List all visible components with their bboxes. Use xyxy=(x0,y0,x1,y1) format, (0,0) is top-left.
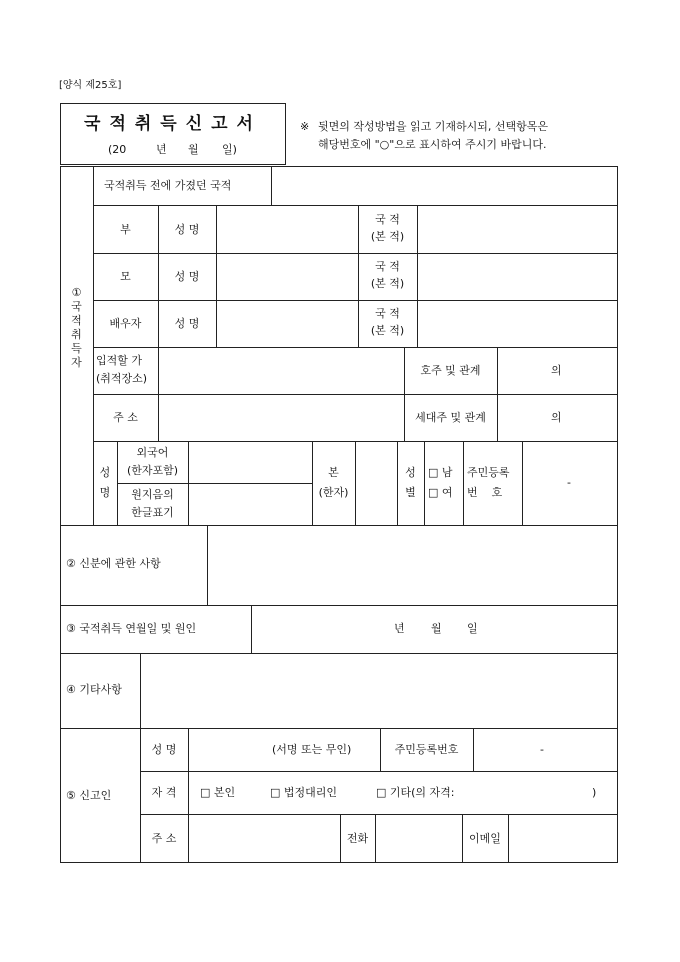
father-name-label: 성 명 xyxy=(174,223,200,236)
acquisition-year: 년 xyxy=(394,622,405,635)
section-1-label: ① 국 적 취 득 자 xyxy=(71,286,82,369)
domicile-label-1: 입적할 가 xyxy=(96,354,143,367)
mother-domicile-label: (본 적) xyxy=(370,277,405,290)
date-open: (20 xyxy=(108,143,127,156)
spouse-label: 배우자 xyxy=(109,317,142,330)
status-info-field[interactable] xyxy=(208,526,617,605)
father-domicile-label: (본 적) xyxy=(370,230,405,243)
domicile-field[interactable] xyxy=(159,348,404,394)
qualification-close-paren: ) xyxy=(592,786,597,799)
mother-label: 모 xyxy=(120,270,131,283)
foreign-name-field[interactable] xyxy=(189,442,312,483)
acquisition-month: 월 xyxy=(431,622,442,635)
section-4-label: ④ 기타사항 xyxy=(66,683,122,696)
title-box xyxy=(60,103,286,165)
spouse-name-label: 성 명 xyxy=(174,317,200,330)
email-label: 이메일 xyxy=(469,832,501,845)
household-relation-of: 의 xyxy=(551,411,562,424)
sex-male-checkbox[interactable]: □ 남 xyxy=(428,466,453,479)
section-5-label: ⑤ 신고인 xyxy=(66,789,112,802)
date-day: 일) xyxy=(222,143,237,156)
reporter-rrn-field[interactable] xyxy=(474,729,617,771)
sex-female-checkbox[interactable]: □ 여 xyxy=(428,486,453,499)
date-month: 월 xyxy=(188,143,199,156)
qualification-other-checkbox[interactable]: □ 기타(의 자격: xyxy=(376,786,455,799)
email-field[interactable] xyxy=(509,815,617,862)
mother-name-field[interactable] xyxy=(217,254,358,300)
section-3-label: ③ 국적취득 연월일 및 원인 xyxy=(66,622,197,635)
household-relation-label: 세대주 및 관계 xyxy=(415,411,486,424)
notice-line-2: 해당번호에 "○"으로 표시하여 주시기 바랍니다. xyxy=(318,138,547,151)
name-label-1: 성 xyxy=(99,466,111,479)
phone-label: 전화 xyxy=(346,832,369,845)
sex-label-2: 별 xyxy=(405,486,416,499)
original-name-label-1: 원지음의 xyxy=(131,488,174,501)
qualification-label: 자 격 xyxy=(151,786,177,799)
father-label: 부 xyxy=(120,223,131,236)
clan-label-1: 본 xyxy=(328,466,339,479)
notice-mark: ※ xyxy=(300,120,310,133)
sex-label-1: 성 xyxy=(405,466,416,479)
qualification-other-field[interactable] xyxy=(476,776,588,810)
mother-nationality-label: 국 적 xyxy=(375,260,400,273)
name-label-2: 명 xyxy=(99,486,111,499)
clan-label-2: (한자) xyxy=(318,486,349,499)
father-nationality-label: 국 적 xyxy=(375,213,400,226)
reporter-rrn-dash: - xyxy=(540,743,544,756)
spouse-domicile-label: (본 적) xyxy=(370,324,405,337)
phone-field[interactable] xyxy=(376,815,462,862)
reporter-address-field[interactable] xyxy=(189,815,340,862)
father-nationality-field[interactable] xyxy=(418,206,617,253)
acquisition-day: 일 xyxy=(467,622,478,635)
address-label: 주 소 xyxy=(113,411,138,424)
head-relation-of: 의 xyxy=(551,364,562,377)
head-relation-label: 호주 및 관계 xyxy=(420,364,481,377)
qualification-self-checkbox[interactable]: □ 본인 xyxy=(200,786,236,799)
rrn-dash: - xyxy=(567,476,571,489)
spouse-nationality-label: 국 적 xyxy=(375,307,400,320)
date-year: 년 xyxy=(156,143,167,156)
reporter-name-label: 성 명 xyxy=(151,743,177,756)
section-2-label: ② 신분에 관한 사항 xyxy=(66,557,161,570)
spouse-nationality-field[interactable] xyxy=(418,301,617,347)
mother-name-label: 성 명 xyxy=(174,270,200,283)
signature-note: (서명 또는 무인) xyxy=(272,743,352,756)
reporter-rrn-label: 주민등록번호 xyxy=(394,743,459,756)
other-matters-field[interactable] xyxy=(141,654,617,728)
domicile-label-2: (취적장소) xyxy=(96,372,148,385)
mother-nationality-field[interactable] xyxy=(418,254,617,300)
reporter-address-label: 주 소 xyxy=(151,832,177,845)
form-number: [양식 제25호] xyxy=(59,80,122,91)
foreign-name-label-1: 외국어 xyxy=(136,446,169,459)
page-title: 국적취득신고서 xyxy=(84,114,262,134)
qualification-legal-rep-checkbox[interactable]: □ 법정대리인 xyxy=(270,786,338,799)
spouse-name-field[interactable] xyxy=(217,301,358,347)
hangul-name-field[interactable] xyxy=(189,484,312,525)
rrn-label-2: 번 호 xyxy=(467,486,503,499)
father-name-field[interactable] xyxy=(217,206,358,253)
prev-nationality-field[interactable] xyxy=(272,167,617,205)
foreign-name-label-2: (한자포함) xyxy=(126,464,179,477)
original-name-label-2: 한글표기 xyxy=(131,506,174,519)
notice-line-1: 뒷면의 작성방법을 읽고 기재하시되, 선택항목은 xyxy=(318,120,549,133)
clan-field[interactable] xyxy=(356,442,397,525)
prev-nationality-label: 국적취득 전에 가졌던 국적 xyxy=(104,179,232,192)
rrn-label-1: 주민등록 xyxy=(467,466,510,479)
address-field[interactable] xyxy=(159,395,404,441)
